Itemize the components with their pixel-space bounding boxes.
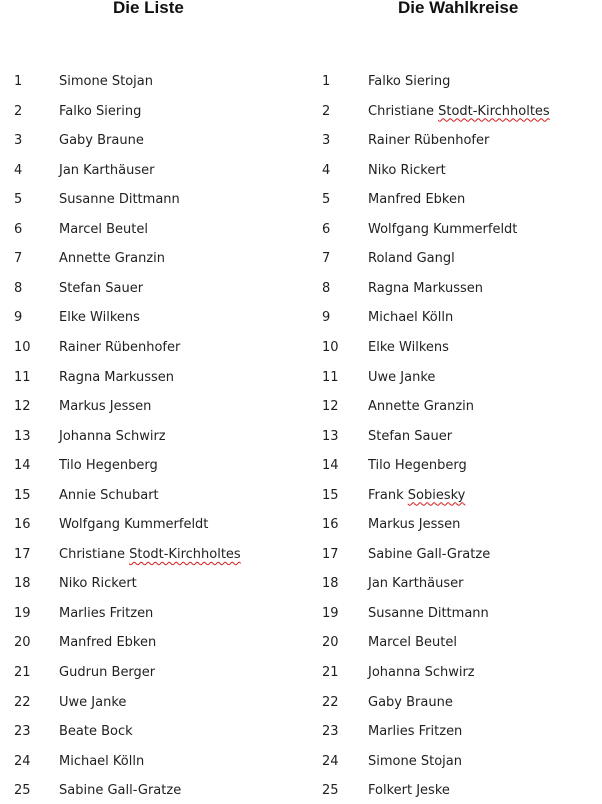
list-item-name — [59, 548, 241, 561]
list-item-name — [368, 341, 449, 354]
list-item-number: 1 — [14, 74, 23, 89]
list-item-number: 15 — [322, 487, 339, 503]
name-text: Marcel Beutel — [59, 221, 148, 237]
name-text: Tilo Hegenberg — [368, 458, 467, 474]
list-item-name — [368, 459, 467, 472]
list-item-number: 23 — [322, 724, 339, 740]
list-item-name — [368, 193, 465, 206]
name-text: Michael Kölln — [59, 753, 145, 769]
spellcheck-flagged-word: Stodt-Kirchholtes — [438, 103, 550, 119]
list-item-name — [59, 75, 153, 88]
list-item-number: 7 — [14, 251, 23, 267]
list-item-name — [59, 696, 126, 709]
list-item-number: 7 — [322, 251, 331, 267]
list-item-number: 15 — [14, 487, 31, 503]
name-text: Rainer Rübenhofer — [59, 339, 181, 355]
name-text: Annette Granzin — [59, 251, 165, 267]
list-item-number: 25 — [14, 783, 31, 799]
list-item-number: 6 — [14, 221, 23, 237]
list-item-number: 17 — [322, 546, 339, 562]
list-item-number: 16 — [14, 517, 31, 533]
list-item-name — [59, 518, 208, 531]
name-text: Elke Wilkens — [59, 310, 140, 326]
list-item-name — [59, 400, 151, 413]
name-text: Markus Jessen — [59, 399, 152, 415]
name-text: Roland Gangl — [368, 251, 455, 267]
name-text: Rainer Rübenhofer — [368, 133, 490, 149]
list-item-number: 19 — [322, 605, 339, 621]
list-item-name — [368, 636, 457, 649]
list-item-name — [59, 105, 141, 118]
list-item-name — [368, 75, 450, 88]
name-text: Gaby Braune — [59, 133, 144, 149]
list-item-number: 16 — [322, 517, 339, 533]
list-item-number: 5 — [14, 192, 23, 208]
list-item-name — [368, 311, 453, 324]
name-text: Manfred Ebken — [368, 192, 466, 208]
list-item-name — [59, 193, 180, 206]
list-item-number: 12 — [322, 399, 339, 415]
right-column-title: Die Wahlkreise — [398, 0, 519, 17]
list-item-name — [59, 134, 144, 147]
name-text: Gaby Braune — [368, 694, 453, 710]
list-item-name — [59, 282, 143, 295]
list-item-number: 11 — [322, 369, 339, 385]
list-item-name — [59, 666, 155, 679]
list-item-name — [368, 489, 465, 502]
name-text: Susanne Dittmann — [59, 192, 180, 208]
list-item-name — [368, 577, 463, 590]
name-text: Markus Jessen — [368, 517, 461, 533]
list-item-number: 23 — [14, 724, 31, 740]
list-item-number: 2 — [14, 103, 23, 119]
list-item-number: 24 — [14, 753, 31, 769]
name-text: Wolfgang Kummerfeldt — [368, 221, 518, 237]
name-text: Annette Granzin — [368, 399, 474, 415]
name-text: Uwe Janke — [368, 369, 436, 385]
list-item-name — [59, 755, 144, 768]
name-text: Jan Karthäuser — [59, 162, 155, 178]
name-text: Niko Rickert — [368, 162, 446, 178]
name-text: Manfred Ebken — [59, 635, 157, 651]
list-item-name — [368, 164, 446, 177]
name-text: Christiane — [59, 546, 130, 562]
list-item-number: 22 — [322, 694, 339, 710]
list-item-name — [59, 371, 174, 384]
name-text: Beate Bock — [59, 724, 133, 740]
list-item-number: 4 — [14, 162, 23, 178]
list-item-name — [59, 430, 166, 443]
list-item-number: 17 — [14, 546, 31, 562]
name-text: Johanna Schwirz — [59, 428, 166, 444]
list-item-name — [368, 755, 462, 768]
name-text: Sabine Gall-Gratze — [368, 546, 491, 562]
list-item-name — [368, 400, 474, 413]
name-text: Simone Stojan — [59, 74, 153, 89]
name-text: Frank — [368, 487, 408, 503]
list-item-name — [368, 282, 483, 295]
list-item-number: 3 — [322, 133, 331, 149]
list-item-number: 21 — [322, 665, 339, 680]
list-item-number: 14 — [14, 458, 31, 474]
list-item-number: 10 — [14, 339, 31, 355]
list-item-name — [368, 134, 489, 147]
name-text: Ragna Markussen — [59, 369, 174, 385]
list-item-number: 11 — [14, 369, 31, 385]
name-text: Michael Kölln — [368, 310, 454, 326]
list-item-name — [59, 223, 148, 236]
name-text: Simone Stojan — [368, 753, 462, 769]
list-item-number: 12 — [14, 399, 31, 415]
list-item-number: 2 — [322, 103, 331, 119]
list-item-number: 18 — [322, 576, 339, 592]
list-item-name — [59, 311, 140, 324]
list-item-name — [368, 223, 517, 236]
list-item-number: 24 — [322, 753, 339, 769]
name-text: Niko Rickert — [59, 576, 137, 592]
list-item-number: 25 — [322, 783, 339, 799]
list-item-number: 6 — [322, 221, 331, 237]
list-item-name — [59, 252, 165, 265]
name-text: Marcel Beutel — [368, 635, 457, 651]
list-item-number: 13 — [322, 428, 339, 444]
name-text: Gudrun Berger — [59, 665, 156, 680]
list-item-number: 3 — [14, 133, 23, 149]
list-item-name — [59, 636, 156, 649]
list-item-name — [368, 548, 490, 561]
list-item-number: 18 — [14, 576, 31, 592]
name-text: Tilo Hegenberg — [59, 458, 158, 474]
list-item-number: 8 — [14, 280, 23, 296]
name-text: Johanna Schwirz — [368, 665, 475, 680]
list-item-number: 19 — [14, 605, 31, 621]
list-item-name — [59, 607, 153, 620]
name-text: Ragna Markussen — [368, 280, 483, 296]
list-item-name — [368, 696, 453, 709]
list-item-name — [59, 784, 181, 797]
name-text: Elke Wilkens — [368, 339, 449, 355]
list-item-name — [368, 607, 489, 620]
list-item-number: 8 — [322, 280, 331, 296]
name-text: Sabine Gall-Gratze — [59, 783, 182, 799]
name-text: Uwe Janke — [59, 694, 127, 710]
list-item-name — [368, 666, 475, 679]
name-text: Wolfgang Kummerfeldt — [59, 517, 209, 533]
name-text: Annie Schubart — [59, 487, 159, 503]
list-item-name — [59, 577, 137, 590]
list-item-number: 4 — [322, 162, 331, 178]
list-item-name — [368, 725, 462, 738]
name-text: Folkert Jeske — [368, 783, 450, 799]
list-item-number: 20 — [14, 635, 31, 651]
list-item-name — [59, 489, 159, 502]
list-item-number: 22 — [14, 694, 31, 710]
list-item-number: 13 — [14, 428, 31, 444]
left-column-title: Die Liste — [113, 0, 184, 17]
name-text: Jan Karthäuser — [368, 576, 464, 592]
list-item-number: 9 — [322, 310, 331, 326]
list-item-name — [59, 459, 158, 472]
list-item-number: 20 — [322, 635, 339, 651]
list-item-name — [368, 371, 435, 384]
list-item-number: 21 — [14, 665, 31, 680]
name-text: Stefan Sauer — [59, 280, 144, 296]
name-text: Falko Siering — [59, 103, 142, 119]
list-item-name — [368, 784, 450, 797]
spellcheck-flagged-word: Stodt-Kirchholtes — [129, 546, 241, 562]
list-item-number: 9 — [14, 310, 23, 326]
name-text: Marlies Fritzen — [59, 605, 154, 621]
name-text: Christiane — [368, 103, 439, 119]
list-item-name — [59, 725, 133, 738]
list-item-name — [368, 430, 452, 443]
list-item-name — [368, 105, 550, 118]
name-text: Falko Siering — [368, 74, 451, 89]
list-item-number: 1 — [322, 74, 331, 89]
list-item-number: 14 — [322, 458, 339, 474]
spellcheck-flagged-word: Sobiesky — [407, 487, 466, 503]
list-item-name — [368, 252, 455, 265]
list-item-name — [59, 164, 154, 177]
list-item-number: 5 — [322, 192, 331, 208]
list-item-name — [59, 341, 180, 354]
name-text: Marlies Fritzen — [368, 724, 463, 740]
list-item-number: 10 — [322, 339, 339, 355]
name-text: Susanne Dittmann — [368, 605, 489, 621]
name-text: Stefan Sauer — [368, 428, 453, 444]
list-item-name — [368, 518, 460, 531]
